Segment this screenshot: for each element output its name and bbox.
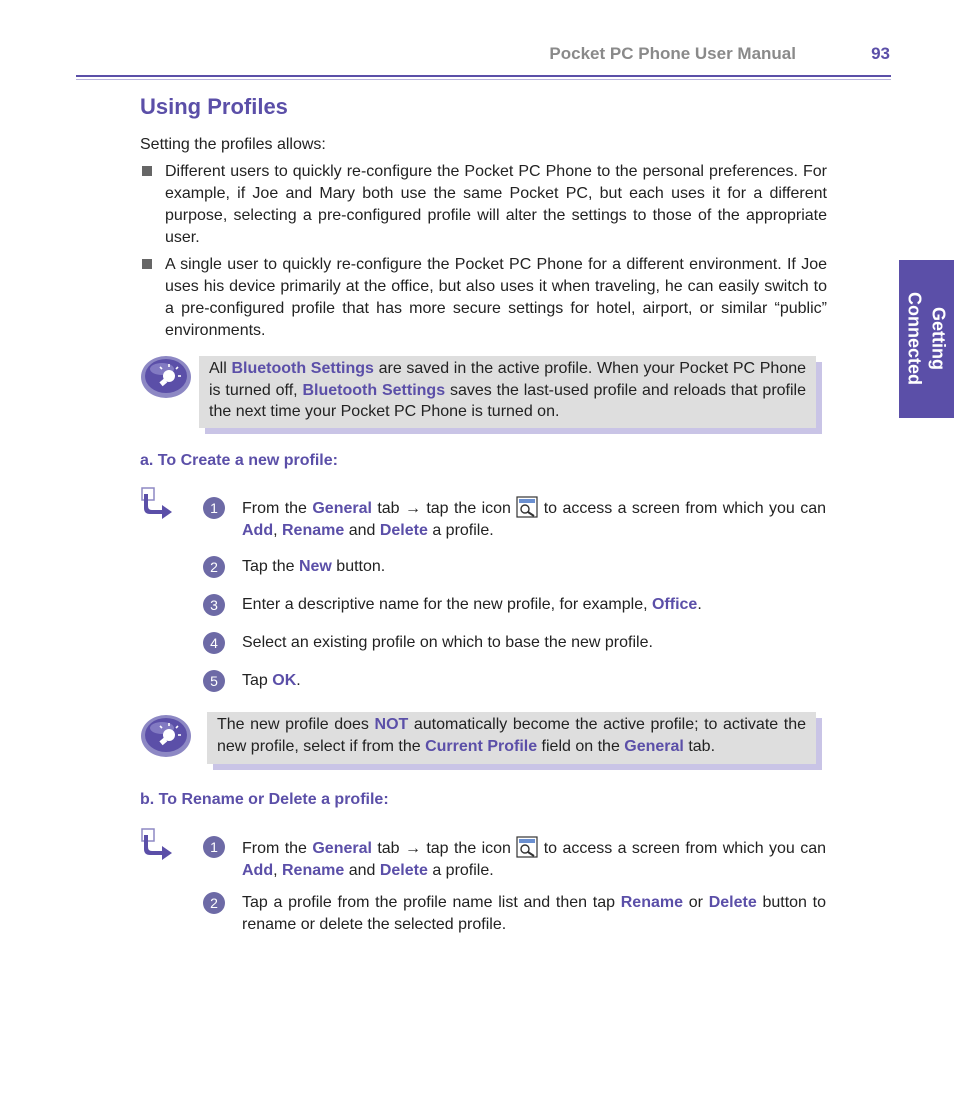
- step-keyword: Add: [242, 521, 274, 539]
- step-text-part: From the: [242, 500, 313, 517]
- procedure-arrow-icon: [140, 487, 176, 519]
- header-rule: [76, 75, 891, 77]
- bullet-item-2: [140, 254, 827, 342]
- page-number: 93: [871, 44, 890, 63]
- profile-settings-icon[interactable]: [516, 836, 538, 858]
- step-text-part: to access a screen from which you can: [538, 500, 826, 517]
- subsection-a-title: a. To Create a new profile:: [140, 452, 338, 469]
- step-text-part: a profile.: [427, 861, 494, 879]
- step-text-part: a profile.: [427, 521, 494, 539]
- step-keyword: Add: [242, 861, 274, 879]
- step-keyword: New: [298, 558, 332, 575]
- step-keyword: Delete: [379, 521, 428, 539]
- step-text-part: and: [344, 861, 380, 879]
- note1-text: are saved in the active profile. When your Pocket PC Phone is turned off,: [209, 360, 807, 399]
- chapter-side-tab-label: [903, 292, 951, 385]
- step-keyword: Delete: [379, 861, 428, 879]
- procedure-arrow-icon: [140, 828, 176, 860]
- step-number: 2: [203, 556, 225, 578]
- bullet-text-1: Different users to quickly re-configure the Pocket PC Phone to the personal preferences. For example, if Joe and Mary both use the same Pocket PC, but each uses it for a different purpose, selecting a pre-configured profile will alter the settings to those of the appropriate user.: [165, 163, 827, 246]
- step-text-part: tab → tap the icon: [371, 500, 517, 517]
- step-keyword: Office: [651, 596, 698, 613]
- step-a3-text: [242, 594, 826, 616]
- side-tab-line1: Getting: [928, 307, 949, 371]
- note2-text: tab.: [683, 737, 716, 755]
- step-number: 5: [203, 670, 225, 692]
- note-box-bluetooth: [199, 356, 816, 428]
- section-title: Using Profiles: [140, 94, 288, 119]
- step-a5-text: [242, 670, 826, 692]
- step-text-part: ,: [273, 861, 282, 879]
- step-text-part: Tap: [242, 672, 273, 689]
- step-number: 3: [203, 594, 225, 616]
- step-b1-text: [242, 836, 826, 881]
- step-text-part: .: [296, 672, 301, 689]
- step-text-part: button to rename or delete the selected profile.: [242, 894, 826, 933]
- step-keyword: Delete: [708, 894, 757, 911]
- note2-keyword: General: [624, 737, 684, 755]
- step-text-part: to access a screen from which you can: [538, 840, 826, 857]
- note1-text: saves the last-used profile and reloads that profile the next time your Pocket PC Phone is turned on.: [209, 381, 807, 420]
- note1-text: All: [209, 360, 232, 377]
- chapter-side-tab: [899, 260, 954, 418]
- running-header-title: Pocket PC Phone User Manual: [549, 44, 796, 63]
- step-number: 1: [203, 836, 225, 858]
- step-keyword: General: [312, 500, 372, 517]
- note2-text: automatically become the active profile; to activate the new profile, select if from the: [217, 716, 806, 755]
- subsection-b-title: b. To Rename or Delete a profile:: [140, 791, 389, 808]
- step-text-part: Enter a descriptive name for the new profile, for example,: [242, 596, 652, 613]
- step-text-part: Tap the: [242, 558, 299, 575]
- note2-keyword: Current Profile: [425, 737, 538, 755]
- note-box-profile: [207, 712, 816, 764]
- bullet-square-icon: [142, 166, 152, 176]
- step-a1-text: [242, 496, 826, 541]
- header-rule-thin: [76, 79, 891, 80]
- step-number: 4: [203, 632, 225, 654]
- note1-keyword: Bluetooth Settings: [231, 360, 374, 377]
- step-text-part: tab → tap the icon: [371, 840, 517, 857]
- step-keyword: Rename: [282, 521, 345, 539]
- lightbulb-note-icon: [140, 713, 192, 759]
- step-keyword: Rename: [282, 861, 345, 879]
- lightbulb-note-icon: [140, 354, 192, 400]
- step-number: 1: [203, 497, 225, 519]
- step-number: 2: [203, 892, 225, 914]
- step-text-part: ,: [273, 521, 282, 539]
- step-text-part: or: [683, 894, 709, 911]
- step-text-part: .: [697, 596, 702, 613]
- step-a4-text: [242, 632, 826, 654]
- step-keyword: Rename: [620, 894, 683, 911]
- step-a2-text: [242, 556, 826, 578]
- step-keyword: OK: [272, 672, 297, 689]
- bullet-text-2: A single user to quickly re-configure the Pocket PC Phone for a different environment. If Joe uses his device primarily at the office, but also uses it when traveling, he can easily switch to a pre-configured profile that has more secure settings for hotel, airport, or similar “public” environments.: [165, 256, 827, 339]
- bullet-square-icon: [142, 259, 152, 269]
- step-text-part: From the: [242, 840, 313, 857]
- note2-keyword: NOT: [374, 716, 409, 733]
- step-text-part: and: [344, 521, 380, 539]
- step-text-part: Select an existing profile on which to base the new profile.: [242, 634, 653, 651]
- profile-settings-icon[interactable]: [516, 496, 538, 518]
- intro-text: Setting the profiles allows:: [140, 136, 326, 153]
- side-tab-line2: Connected: [904, 292, 925, 386]
- step-keyword: General: [312, 840, 372, 857]
- note2-text: field on the: [537, 737, 625, 755]
- step-b2-text: [242, 892, 826, 935]
- step-text-part: button.: [331, 558, 386, 575]
- step-text-part: Tap a profile from the profile name list and then tap: [242, 894, 621, 911]
- note2-text: The new profile does: [217, 716, 375, 733]
- bullet-item-1: [140, 161, 827, 249]
- note1-keyword: Bluetooth Settings: [302, 381, 446, 399]
